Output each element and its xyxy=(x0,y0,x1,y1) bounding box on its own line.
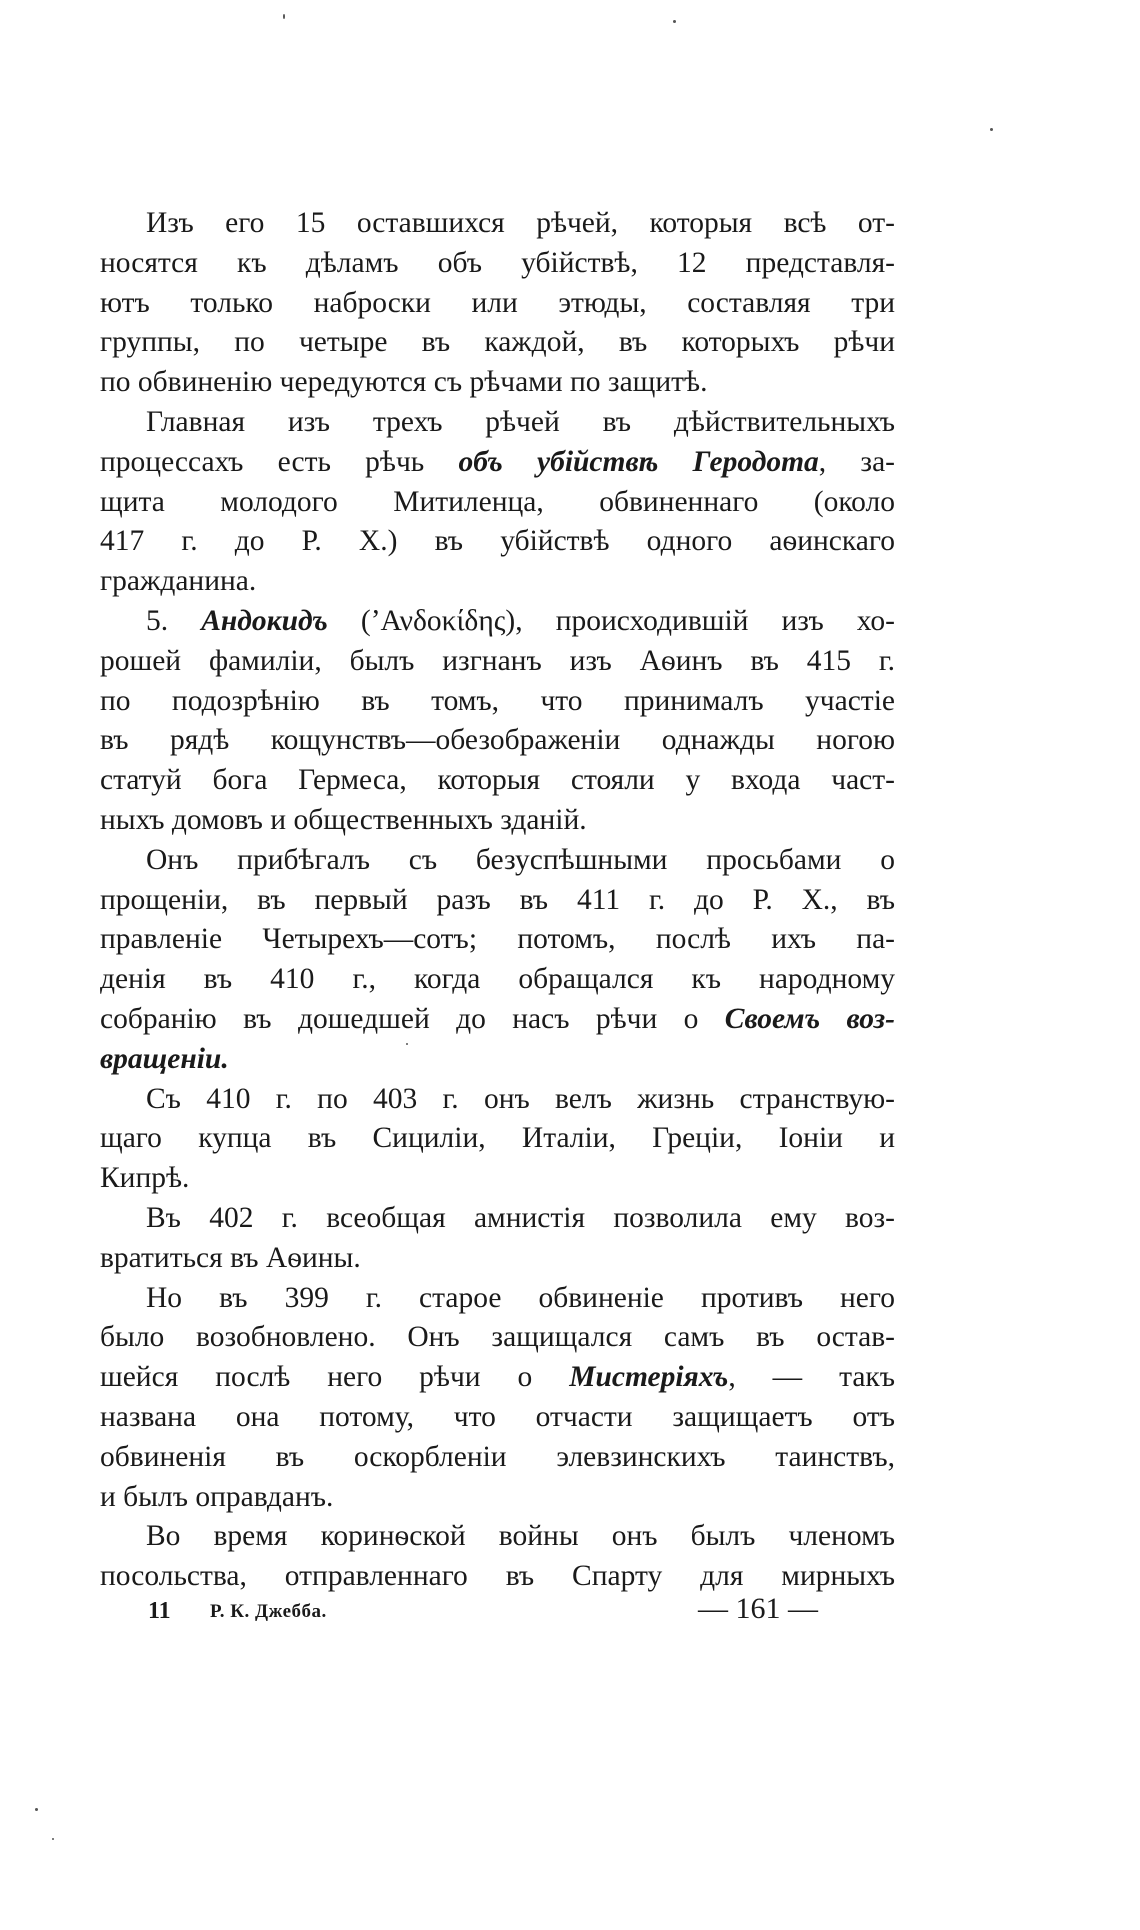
text-line: по подозрѣнію въ томъ, что принималъ участіе xyxy=(100,684,895,717)
scan-speck xyxy=(406,1043,408,1045)
text-line: Во время коринѳской войны онъ былъ членомъ xyxy=(146,1520,895,1553)
italic-phrase: Мистеріяхъ xyxy=(569,1361,729,1394)
text-line: посольства, отправленнаго въ Спарту для мирныхъ xyxy=(100,1560,895,1593)
paragraph xyxy=(100,204,895,403)
text-line: названа она потому, что отчасти защищаетъ отъ xyxy=(100,1400,895,1433)
text-line: Главная изъ трехъ рѣчей въ дѣйствительныхъ xyxy=(146,405,895,438)
paragraph xyxy=(100,403,895,602)
text-line: Но въ 399 г. старое обвиненіе противъ него xyxy=(146,1281,895,1314)
text-line: щита молодого Митиленца, обвиненнаго (около xyxy=(100,485,895,518)
text-line: правленіе Четырехъ—сотъ; потомъ, послѣ ихъ па- xyxy=(100,923,895,956)
signature-name: Р. К. Джебба. xyxy=(210,1601,327,1622)
text-line: собранію въ дошедшей до насъ рѣчи о Своемъ воз- xyxy=(100,1002,895,1035)
scan-speck xyxy=(283,14,285,19)
text-line: ютъ только наброски или этюды, составляя три xyxy=(100,286,895,319)
text-line: гражданина. xyxy=(100,565,257,598)
text-line: ныхъ домовъ и общественныхъ зданій. xyxy=(100,803,587,836)
page-footer xyxy=(148,1592,818,1632)
paragraph xyxy=(100,841,895,1080)
italic-phrase: объ убійствѣ Геродота xyxy=(458,445,819,478)
text-line: статуй бога Гермеса, которыя стояли у входа част- xyxy=(100,764,895,797)
text-line: Съ 410 г. по 403 г. онъ велъ жизнь странствую- xyxy=(146,1082,895,1115)
text-line: 5. Андокидъ (ʼΑνδοκίδης), происходившій изъ хо- xyxy=(146,604,895,637)
text-line-composite: процессахъ есть рѣчь объ убійствѣ Геродота, за- xyxy=(100,445,895,478)
text-line xyxy=(100,443,895,483)
text-line: Въ 402 г. всеобщая амнистія позволила ему воз- xyxy=(146,1201,895,1234)
signature-number: 11 xyxy=(148,1598,171,1624)
text-line: вращеніи. xyxy=(100,1042,229,1075)
scan-speck xyxy=(52,1838,54,1840)
text-line: щаго купца въ Сициліи, Италіи, Греціи, Іоніи и xyxy=(100,1122,895,1155)
paragraph xyxy=(100,602,895,841)
text-line: вратиться въ Аѳины. xyxy=(100,1241,361,1274)
italic-phrase: Своемъ воз- xyxy=(724,1002,895,1035)
text-line: Онъ прибѣгалъ съ безуспѣшными просьбами о xyxy=(146,843,895,876)
text-line: обвиненія въ оскорбленіи элевзинскихъ таинствъ, xyxy=(100,1440,895,1473)
text-line: по обвиненію чередуются съ рѣчами по защитѣ. xyxy=(100,366,708,399)
paragraph xyxy=(100,1279,895,1518)
text-line: въ рядѣ кощунствъ—обезображеніи однажды ногою xyxy=(100,724,895,757)
scan-speck xyxy=(673,20,676,23)
text-line: рошей фамиліи, былъ изгнанъ изъ Аѳинъ въ 415 г. xyxy=(100,644,895,677)
text-line: и былъ оправданъ. xyxy=(100,1480,334,1513)
scan-speck xyxy=(990,128,993,131)
scan-speck xyxy=(35,1808,38,1811)
paragraph xyxy=(100,1080,895,1199)
text-line: группы, по четыре въ каждой, въ которыхъ рѣчи xyxy=(100,326,895,359)
page-number: — 161 — xyxy=(698,1592,818,1625)
text-line: Изъ его 15 оставшихся рѣчей, которыя всѣ от- xyxy=(146,207,895,239)
paragraph xyxy=(100,1517,895,1597)
italic-phrase: Андокидъ xyxy=(201,604,328,637)
text-line: носятся къ дѣламъ объ убійствѣ, 12 представля- xyxy=(100,246,895,279)
text-line: было возобновлено. Онъ защищался самъ въ остав- xyxy=(100,1321,895,1354)
text-line: прощеніи, въ первый разъ въ 411 г. до Р. Х., въ xyxy=(100,883,895,916)
paragraph xyxy=(100,1199,895,1279)
text-line: Кипрѣ. xyxy=(100,1162,190,1195)
text-line: 417 г. до Р. Х.) въ убійствѣ одного аѳинскаго xyxy=(100,525,895,558)
text-line: шейся послѣ него рѣчи о Мистеріяхъ, — такъ xyxy=(100,1361,896,1394)
text-line: денія въ 410 г., когда обращался къ народному xyxy=(100,963,895,996)
body-text xyxy=(100,204,895,1597)
